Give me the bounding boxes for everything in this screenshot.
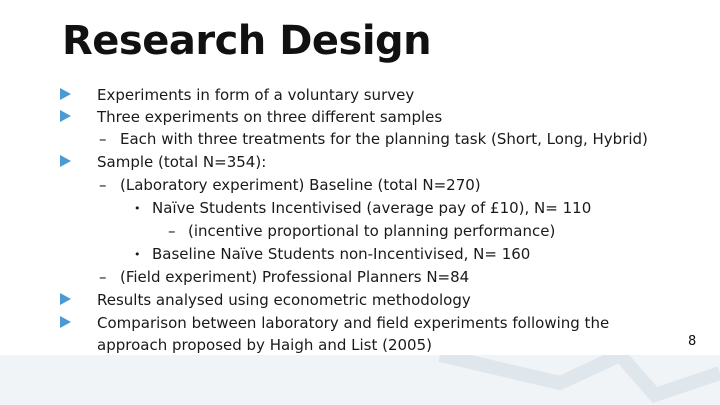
sub-sub-bullet-text: Baseline Naïve Students non-Incentivised, N= 160 (152, 245, 531, 263)
bullet-text: Results analysed using econometric methodology (97, 291, 471, 309)
bullet-text: Three experiments on three different samples (97, 108, 443, 126)
wave-logo-icon (0, 355, 720, 405)
arrow-bullet-icon (60, 110, 71, 122)
arrow-bullet-icon (60, 155, 71, 167)
bullet-text: Experiments in form of a voluntary survey (97, 86, 415, 104)
dash-marker: – (99, 268, 107, 286)
dash-marker: – (99, 176, 107, 194)
bullet-text: Sample (total N=354): (97, 153, 267, 171)
arrow-bullet-icon (60, 293, 71, 305)
sub-sub-bullet-text: Naïve Students Incentivised (average pay of £10), N= 110 (152, 199, 592, 217)
dot-marker: • (134, 202, 141, 215)
sub-bullet-text: (Laboratory experiment) Baseline (total N=270) (120, 176, 481, 194)
dash-marker: – (168, 222, 176, 240)
sub-bullet-text: (Field experiment) Professional Planners N=84 (120, 268, 470, 286)
dash-marker: – (99, 130, 107, 148)
arrow-bullet-icon (60, 316, 71, 328)
arrow-bullet-icon (60, 88, 71, 100)
sub-sub-sub-bullet-text: (incentive proportional to planning performance) (188, 222, 556, 240)
slide-title: Research Design (62, 18, 432, 64)
bullet-text: Comparison between laboratory and field experiments following the (97, 314, 610, 332)
bullet-text-continuation: approach proposed by Haigh and List (2005) (97, 336, 432, 354)
dot-marker: • (134, 248, 141, 261)
sub-bullet-text: Each with three treatments for the planning task (Short, Long, Hybrid) (120, 130, 648, 148)
page-number: 8 (688, 334, 697, 349)
